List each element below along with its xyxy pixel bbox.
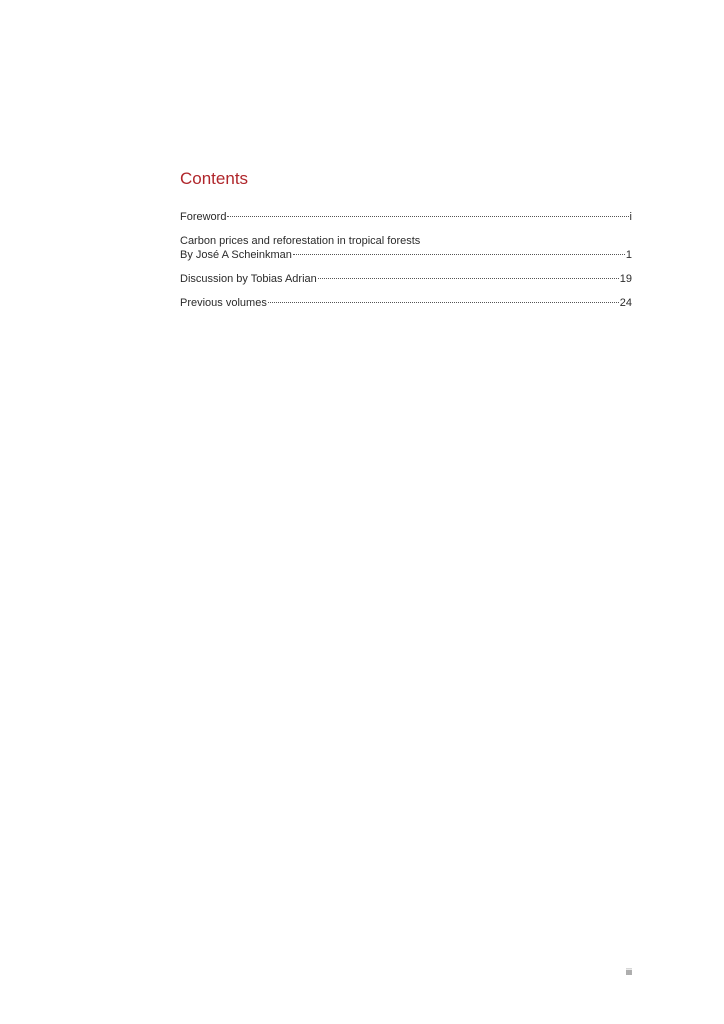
table-of-contents xyxy=(180,168,632,320)
toc-page-number: 19 xyxy=(619,273,632,285)
toc-line xyxy=(180,272,632,286)
toc-entry-previous-volumes[interactable] xyxy=(180,296,632,310)
toc-line xyxy=(180,248,632,262)
page-number: iii xyxy=(626,967,632,977)
toc-entry-title: Carbon prices and reforestation in tropical forests xyxy=(180,235,421,247)
toc-entry-carbon-prices[interactable] xyxy=(180,234,632,262)
dot-leader xyxy=(227,216,628,217)
toc-entry-text: Discussion by Tobias Adrian xyxy=(180,273,317,285)
toc-entry-discussion[interactable] xyxy=(180,272,632,286)
toc-entry-author: By José A Scheinkman xyxy=(180,249,292,261)
toc-entry-text: Foreword xyxy=(180,211,227,223)
dot-leader xyxy=(293,254,625,255)
toc-line xyxy=(180,296,632,310)
toc-list xyxy=(180,210,632,310)
toc-entry-foreword[interactable] xyxy=(180,210,632,224)
toc-line xyxy=(180,210,632,224)
toc-page-number: 1 xyxy=(625,249,632,261)
toc-entry-text: Previous volumes xyxy=(180,297,267,309)
toc-page-number: i xyxy=(629,211,632,223)
toc-page-number: 24 xyxy=(619,297,632,309)
dot-leader xyxy=(268,302,619,303)
contents-heading: Contents xyxy=(180,169,249,188)
dot-leader xyxy=(318,278,619,279)
